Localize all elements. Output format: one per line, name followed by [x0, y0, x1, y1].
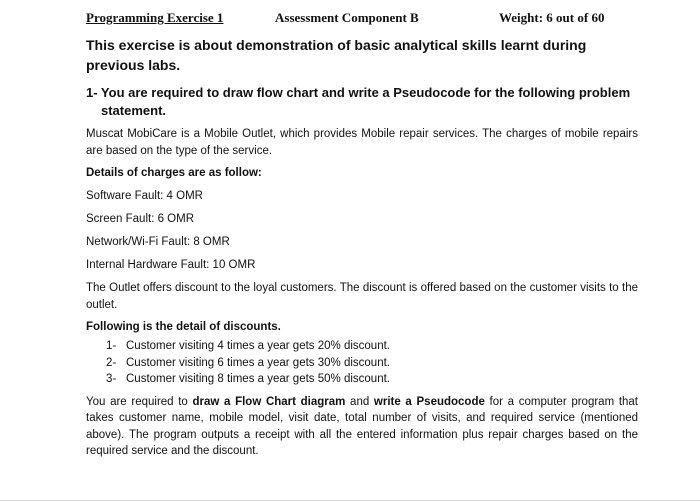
charge-item: Internal Hardware Fault: 10 OMR	[86, 259, 256, 271]
intro-text: This exercise is about demonstration of basic analytical skills learnt during previous labs.	[86, 37, 587, 73]
discount-intro: The Outlet offers discount to the loyal customers. The discount is offered based on the customer visits to the outlet.	[86, 282, 638, 311]
page-header	[86, 10, 616, 28]
exercise-content	[86, 35, 638, 460]
weight-label: Weight: 6 out of 60	[499, 10, 605, 25]
discount-item: 1- Customer visiting 4 times a year gets 20% discount.	[106, 340, 390, 352]
charge-item: Network/Wi-Fi Fault: 8 OMR	[86, 236, 230, 248]
charges-heading: Details of charges are as follow:	[86, 167, 262, 179]
discount-list	[86, 338, 638, 388]
task-instructions: You are required to draw a Flow Chart diagram and write a Pseudocode for a computer program that takes customer name, mobile model, visit date, total number of visits, and required service (mentioned above). The program outputs a receipt with all the entered information plus repair charges based on the required service and the discount.	[86, 395, 639, 457]
discounts-heading: Following is the detail of discounts.	[86, 321, 281, 333]
discount-item: 2- Customer visiting 6 times a year gets 30% discount.	[106, 356, 390, 369]
discount-item: 3- Customer visiting 8 times a year gets 50% discount.	[106, 373, 390, 385]
charge-item: Screen Fault: 6 OMR	[86, 213, 195, 225]
charge-item: Software Fault: 4 OMR	[86, 190, 203, 202]
problem-description: Muscat MobiCare is a Mobile Outlet, which provides Mobile repair services. The charges of mobile repairs are based on the type of the service.	[86, 128, 638, 157]
exercise-title: Programming Exercise 1	[86, 10, 224, 25]
question-statement: 1- You are required to draw flow chart and write a Pseudocode for the following problem statement.	[86, 85, 631, 118]
assessment-component: Assessment Component B	[275, 10, 419, 25]
